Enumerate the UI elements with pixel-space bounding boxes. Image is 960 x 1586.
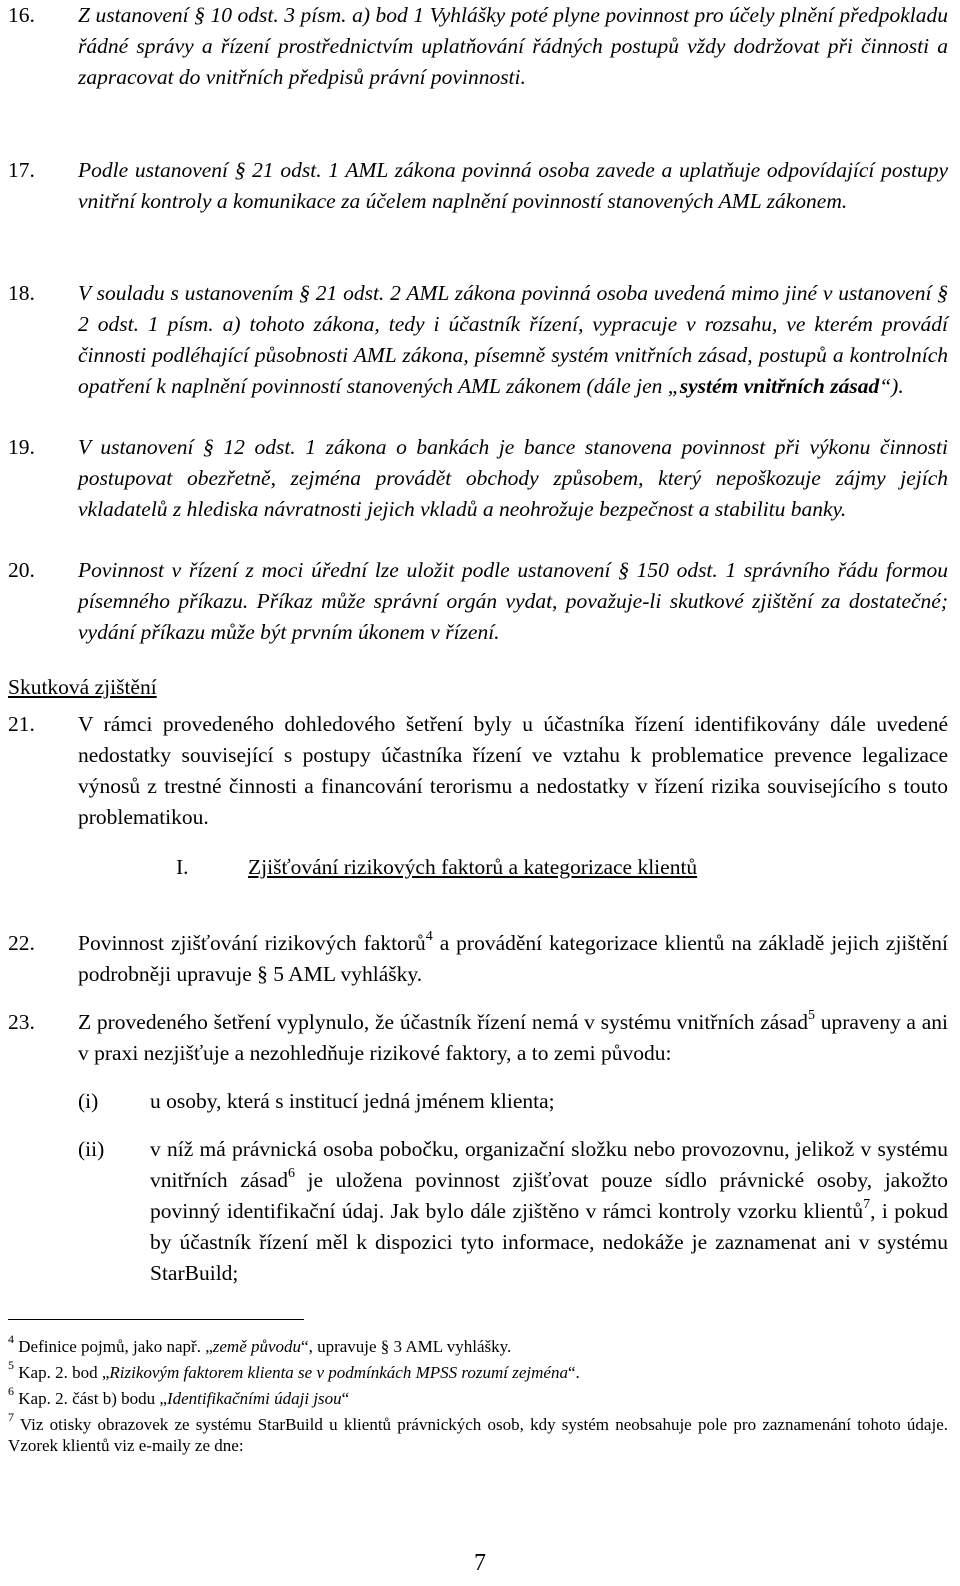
- page-number: 7: [474, 1550, 486, 1576]
- paragraph-text-part: a provádění kategorizace klientů na základě jejich zjištění podrobněji upravuje § 5 AML vyhlášky.: [78, 931, 948, 986]
- section-heading: Skutková zjištění: [8, 675, 157, 699]
- paragraph-text: [78, 1007, 948, 1069]
- footnote-text: Kap. 2. bod „: [14, 1363, 110, 1382]
- paragraph-number: 18.: [8, 281, 35, 305]
- paragraph-text: [78, 928, 948, 990]
- paragraph-number: 19.: [8, 435, 35, 459]
- footnote-mark: 7: [8, 1410, 14, 1425]
- paragraph-20: [8, 555, 948, 648]
- footnote-mark: 4: [8, 1332, 14, 1347]
- paragraph-text-part: V souladu s ustanovením § 21 odst. 2 AML zákona povinná osoba uvedená mimo jiné v ustanovení § 2 odst. 1 písm. a) tohoto zákona, tedy i účastník řízení, vypracuje v rozsahu, ve kterém provádí činnosti podléhající působnosti AML zákona, písemně systém vnitřních zásad, postupů a kontrolních opatření k naplnění povinností stanovených AML zákonem (dále jen „: [78, 281, 948, 398]
- paragraph-23: [8, 1007, 948, 1069]
- subsection-title: Zjišťování rizikových faktorů a kategorizace klientů: [248, 855, 698, 879]
- paragraph-text: V ustanovení § 12 odst. 1 zákona o bankách je bance stanovena povinnost při výkonu činnosti postupovat obezřetně, zejména provádět obchody způsobem, který nepoškozuje zájmy jejích vkladatelů z hlediska návratnosti jejich vkladů a neohrožuje bezpečnost a stabilitu banky.: [78, 435, 948, 521]
- list-item-text-part: v níž má právnická osoba pobočku, organizační složku nebo provozovnu, jelikož v systému vnitřních zásad: [150, 1137, 948, 1192]
- paragraph-text-part: “).: [879, 374, 904, 398]
- paragraph-number: 17.: [8, 158, 35, 182]
- list-item-text-part: je uložena povinnost zjišťovat pouze sídlo právnické osoby, jakožto povinný identifikační údaj. Jak bylo dále zjištěno v rámci kontroly vzorku klientů: [150, 1168, 948, 1223]
- paragraph-text: [78, 278, 948, 402]
- footnote-mark: 6: [8, 1384, 14, 1399]
- paragraph-number: 23.: [8, 1010, 35, 1034]
- footnote-6: [8, 1384, 948, 1409]
- list-item-text: u osoby, která s institucí jedná jménem klienta;: [150, 1089, 555, 1113]
- footnote-text: “.: [567, 1363, 580, 1382]
- defined-term: systém vnitřních zásad: [679, 374, 880, 398]
- footnote-ref: 4: [425, 928, 433, 944]
- list-item-label: (i): [78, 1089, 99, 1113]
- list-item-text: [150, 1134, 948, 1289]
- paragraph-text: Podle ustanovení § 21 odst. 1 AML zákona povinná osoba zavede a uplatňuje odpovídající postupy vnitřní kontroly a komunikace za účelem naplnění povinností stanovených AML zákonem.: [78, 158, 948, 213]
- footnote-mark: 5: [8, 1358, 14, 1373]
- paragraph-number: 20.: [8, 558, 35, 582]
- paragraph-16: [8, 0, 948, 93]
- paragraph-number: 22.: [8, 931, 35, 955]
- paragraph-text-part: upraveny a ani v praxi nezjišťuje a nezohledňuje rizikové faktory, a to zemi původu:: [78, 1010, 948, 1065]
- footnote-text: “: [341, 1389, 350, 1408]
- paragraph-17: [8, 155, 948, 217]
- paragraph-number: 16.: [8, 3, 35, 27]
- footnote-5: [8, 1358, 948, 1383]
- paragraph-text: Povinnost v řízení z moci úřední lze uložit podle ustanovení § 150 odst. 1 správního řádu formou písemného příkazu. Příkaz může správní orgán vydat, považuje-li skutkové zjištění za dostatečné; vydání příkazu může být prvním úkonem v řízení.: [78, 558, 948, 644]
- subsection-number: I.: [176, 855, 189, 879]
- footnote-text: Definice pojmů, jako např. „: [14, 1337, 213, 1356]
- list-item-ii: [78, 1134, 948, 1289]
- paragraph-text-part: Povinnost zjišťování rizikových faktorů: [78, 931, 426, 955]
- list-item-i: [78, 1086, 948, 1117]
- footnote-text: Kap. 2. část b) bodu „: [14, 1389, 167, 1408]
- paragraph-19: [8, 432, 948, 525]
- footnote-text: Viz otisky obrazovek ze systému StarBuild u klientů právnických osob, kdy systém neobsahuje pole pro zaznamenání tohoto údaje. Vzorek klientů viz e-maily ze dne:: [8, 1415, 948, 1455]
- list-item-text-part: , i pokud by účastník řízení měl k dispozici tyto informace, nedokáže je zaznamenat ani v systému StarBuild;: [150, 1199, 948, 1285]
- footnote-7: [8, 1410, 948, 1456]
- footnote-quote: Identifikačními údaji jsou: [166, 1389, 342, 1408]
- paragraph-22: [8, 928, 948, 990]
- paragraph-text: Z ustanovení § 10 odst. 3 písm. a) bod 1 Vyhlášky poté plyne povinnost pro účely plnění předpokladu řádné správy a řízení prostřednictvím uplatňování řádných postupů vždy dodržovat při činnosti a zapracovat do vnitřních předpisů právní povinnosti.: [78, 3, 948, 89]
- list-item-label: (ii): [78, 1137, 105, 1161]
- paragraph-text: V rámci provedeného dohledového šetření byly u účastníka řízení identifikovány dále uvedené nedostatky související s postupy účastníka řízení ve vztahu k problematice prevence legalizace výnosů z trestné činnosti a financování terorismu a nedostatky v řízení rizika souvisejícího s touto problematikou.: [78, 712, 948, 829]
- footnote-quote: Rizikovým faktorem klienta se v podmínkách MPSS rozumí zejména: [109, 1363, 568, 1382]
- footnote-text: “, upravuje § 3 AML vyhlášky.: [301, 1337, 512, 1356]
- footnote-4: [8, 1332, 948, 1357]
- paragraph-text-part: Z provedeného šetření vyplynulo, že účastník řízení nemá v systému vnitřních zásad: [78, 1010, 808, 1034]
- footnote-ref: 5: [807, 1007, 815, 1023]
- footnote-separator: [8, 1319, 304, 1320]
- paragraph-21: [8, 709, 948, 833]
- paragraph-18: [8, 278, 948, 402]
- paragraph-number: 21.: [8, 712, 35, 736]
- footnote-ref: 6: [287, 1165, 295, 1181]
- footnote-ref: 7: [863, 1196, 871, 1212]
- footnote-quote: země původu: [212, 1337, 302, 1356]
